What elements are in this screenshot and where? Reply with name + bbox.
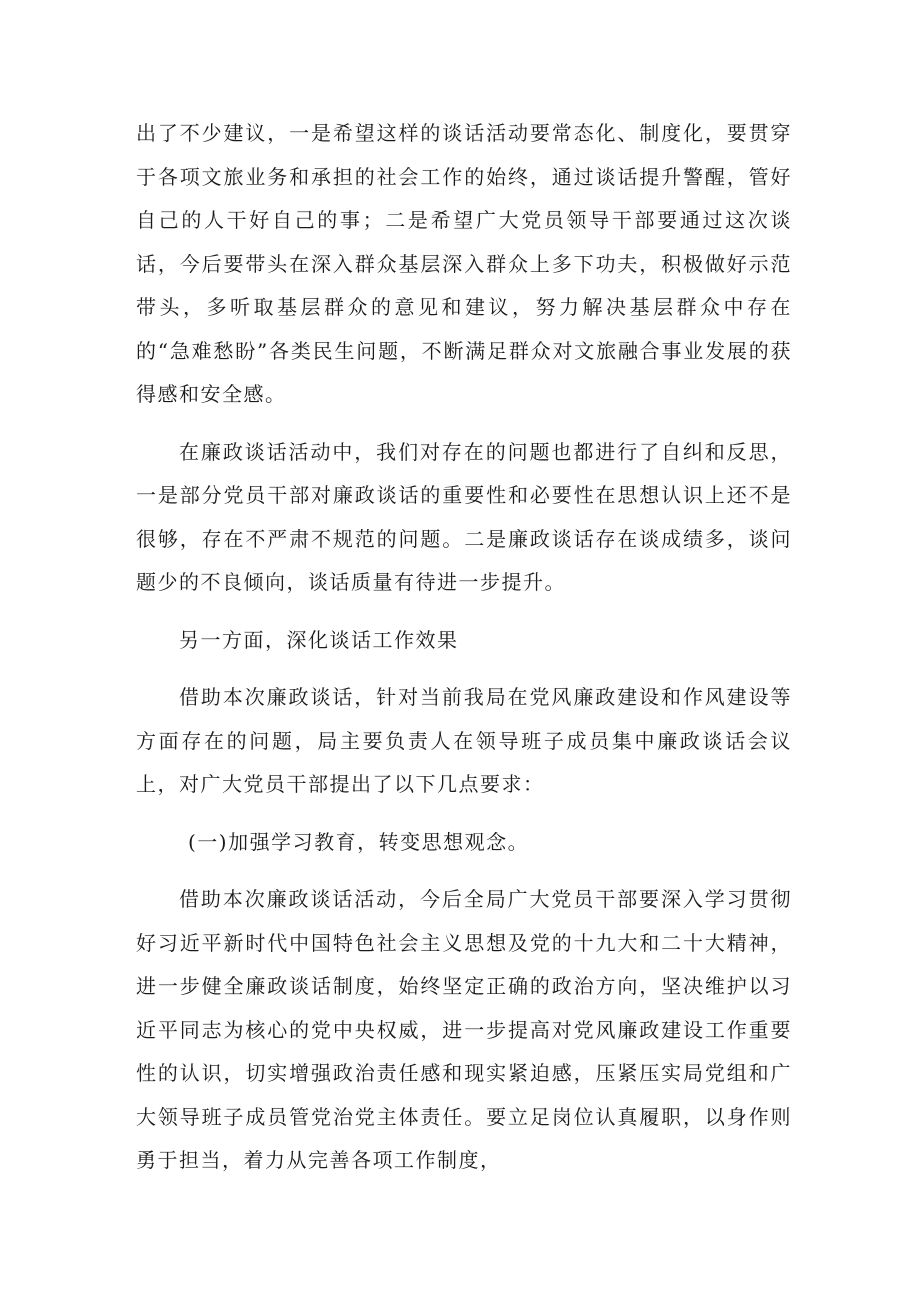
paragraph-study-details: 借助本次廉政谈话活动，今后全局广大党员干部要深入学习贯彻好习近平新时代中国特色社会主义思想及党的十九大和二十大精神，进一步健全廉政谈话制度，始终坚定正确的政治方向，坚决维护以习近平同志为核心的党中央权威，进一步提高对党风廉政建设工作重要性的认识，切实增强政治责任感和现实紧迫感，压紧压实局党组和广大领导班子成员管党治党主体责任。要立足岗位认真履职，以身作则勇于担当，着力从完善各项工作制度， [136, 887, 792, 1172]
section-heading-deepen-effect: 另一方面，深化谈话工作效果 [179, 627, 459, 652]
paragraph-continued-suggestions: 出了不少建议，一是希望这样的谈话活动要常态化、制度化，要贯穿于各项文旅业务和承担的社会工作的始终，通过谈话提升警醒，管好自己的人干好自己的事；二是希望广大党员领导干部要通过这次谈话，今后要带头在深入群众基层深入群众上多下功夫，积极做好示范带头，多听取基层群众的意见和建议，努力解决基层群众中存在的“急难愁盼”各类民生问题，不断满足群众对文旅融合事业发展的获得感和安全感。 [136, 121, 792, 406]
paragraph-self-correction: 在廉政谈话活动中，我们对存在的问题也都进行了自纠和反思，一是部分党员干部对廉政谈话的重要性和必要性在思想认识上还不是很够，存在不严肃不规范的问题。二是廉政谈话存在谈成绩多，谈问题少的不良倾向，谈话质量有待进一步提升。 [136, 439, 792, 594]
paragraph-requirements-intro: 借助本次廉政谈话，针对当前我局在党风廉政建设和作风建设等方面存在的问题，局主要负责人在领导班子成员集中廉政谈话会议上，对广大党员干部提出了以下几点要求： [136, 685, 792, 796]
document-body [136, 112, 792, 1183]
item-heading-study-education: (一)加强学习教育，转变思想观念。 [188, 829, 530, 854]
